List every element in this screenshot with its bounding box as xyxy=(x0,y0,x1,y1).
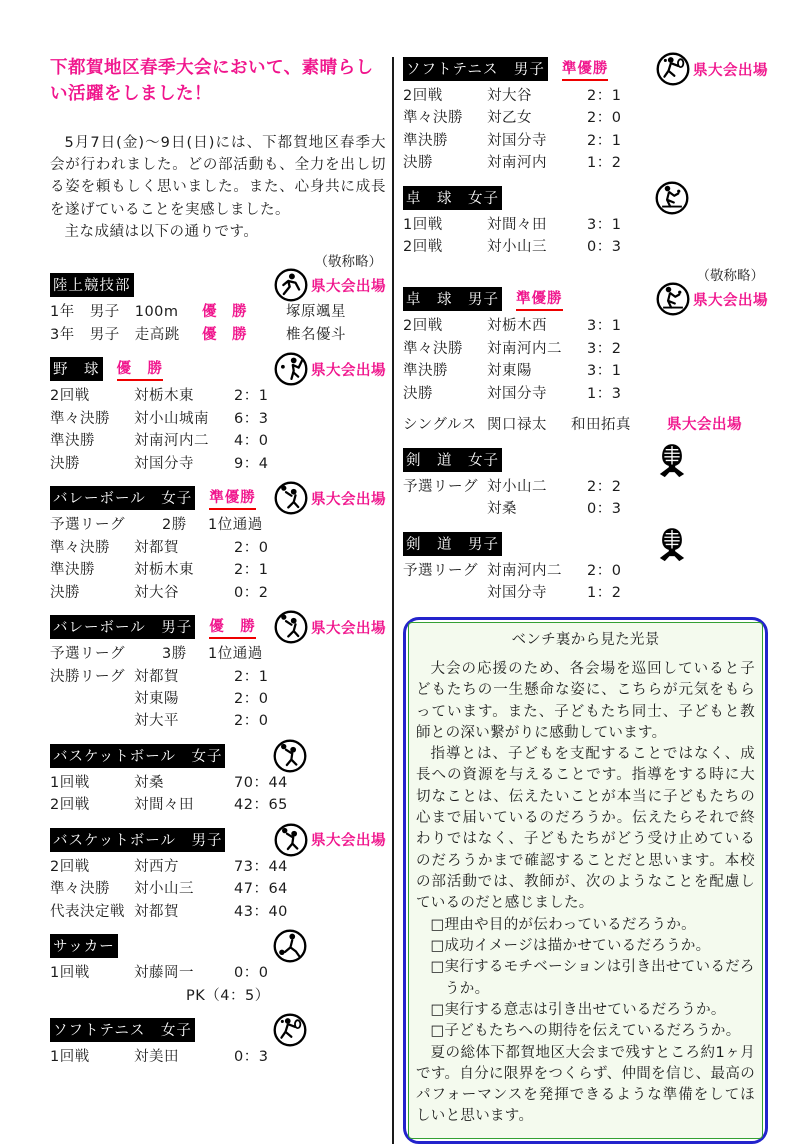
section-volleyball-girls xyxy=(50,484,386,604)
section-kendo-girls xyxy=(403,446,768,521)
section-track-and-field xyxy=(50,254,386,346)
result-cell: 優 勝 xyxy=(202,326,247,343)
prefecture-badge: 県大会出場 xyxy=(311,278,386,295)
section-title: 剣 道 女子 xyxy=(403,448,502,472)
score-cell: 43：40 xyxy=(234,903,288,920)
opponent-cell: 対都賀 xyxy=(134,903,179,920)
section-title: 剣 道 男子 xyxy=(403,532,502,556)
section-kendo-boys xyxy=(403,530,768,605)
result-row xyxy=(50,856,386,878)
round-cell: 準々決勝 xyxy=(50,881,110,898)
checklist-item: □理由や目的が伝わっているだろうか。 xyxy=(430,916,696,933)
opponent-cell: 対栃木西 xyxy=(487,318,547,335)
result-row xyxy=(50,385,386,407)
section-title: バレーボール 女子 xyxy=(50,486,195,510)
round-cell: 準々決勝 xyxy=(50,410,110,427)
standing-cell: 1位通過 xyxy=(208,646,263,663)
prefecture-badge: 県大会出場 xyxy=(311,620,386,637)
score-cell: 0：3 xyxy=(587,239,622,256)
round-cell: 準決勝 xyxy=(403,363,448,380)
section-header-row xyxy=(403,446,768,474)
section-header-row xyxy=(403,530,768,558)
opponent-cell: 対南河内二 xyxy=(487,340,562,357)
round-cell xyxy=(50,710,134,732)
prefecture-badge: 県大会出場 xyxy=(311,362,386,379)
round-cell: 決勝 xyxy=(403,155,433,172)
round-cell: 代表決定戦 xyxy=(50,903,125,920)
result-row xyxy=(403,214,768,236)
round-cell: 1回戦 xyxy=(50,965,90,982)
bench-report-inner xyxy=(408,622,763,1139)
score-cell: 0：3 xyxy=(587,501,622,518)
honorific-note: （敬称略） xyxy=(696,267,764,284)
score-cell: 2：0 xyxy=(234,539,269,556)
section-volleyball-boys xyxy=(50,613,386,733)
result-cell: 優 勝 xyxy=(202,304,247,321)
tennis-icon xyxy=(272,1012,308,1048)
opponent-cell: 対栃木東 xyxy=(134,388,194,405)
round-cell: 1回戦 xyxy=(403,216,443,233)
result-row xyxy=(403,360,768,382)
wins-cell: 3勝 xyxy=(162,646,187,663)
result-row xyxy=(50,301,386,323)
note-cell: PK（4：5） xyxy=(186,987,270,1004)
result-row xyxy=(50,878,386,900)
round-cell: 決勝 xyxy=(403,385,433,402)
opponent-cell: 対国分寺 xyxy=(134,455,194,472)
section-header-row xyxy=(50,742,386,770)
standing-cell: 1位通過 xyxy=(208,517,263,534)
volleyball-icon xyxy=(273,609,309,645)
section-header-row xyxy=(50,932,386,960)
event-cell: 3年 男子 走高跳 xyxy=(50,326,180,343)
result-label: 優 勝 xyxy=(209,615,256,639)
prefecture-badge: 県大会出場 xyxy=(693,292,768,309)
intro-paragraph-1: 5月7日(金)～9日(日)には、下都賀地区春季大会が行われました。どの部活動も、全力を出し切る姿を頼もしく思いました。また、心身共に成長を遂げていることを実感しました。 xyxy=(50,134,386,218)
section-header-row xyxy=(50,826,386,854)
section-basketball-girls xyxy=(50,742,386,817)
result-row xyxy=(50,1046,386,1068)
section-title: バレーボール 男子 xyxy=(50,615,195,639)
section-title: 卓 球 女子 xyxy=(403,186,502,210)
bench-paragraph-2: 指導とは、子どもを支配することではなく、成長への資源を与えることです。指導をする時に大切なことは、伝えたいことが本当に子どもたちの心まで届いているのだろうか。伝えたらそれで終わりではなく、子どもたちがどう受け止めているのだろうかまで確認することだと思います。本校の部活動では、教師が、次のようなことを配慮しているのだと感じました。 xyxy=(416,746,755,912)
score-cell: 73：44 xyxy=(234,858,288,875)
result-row xyxy=(403,338,768,360)
bench-paragraph-3: 夏の総体下都賀地区大会まで残すところ約1ヶ月です。自分に限界をつくらず、仲間を信じ、最高のパフォーマンスを発揮できるような準備をしてほしいと思います。 xyxy=(416,1044,755,1125)
opponent-cell: 対間々田 xyxy=(134,797,194,814)
athlete-name-cell: 椎名優斗 xyxy=(286,326,346,343)
result-label: 準優勝 xyxy=(562,57,609,81)
round-cell: 2回戦 xyxy=(50,797,90,814)
opponent-cell: 対藤岡一 xyxy=(134,965,194,982)
opponent-cell: 対美田 xyxy=(134,1049,179,1066)
opponent-cell: 対乙女 xyxy=(487,110,532,127)
tabletennis-icon xyxy=(654,180,690,216)
section-header-row xyxy=(50,613,386,641)
score-cell: 0：0 xyxy=(234,965,269,982)
score-cell: 2：1 xyxy=(234,668,269,685)
opponent-cell: 対栃木東 xyxy=(134,562,194,579)
intro-text xyxy=(50,132,386,244)
result-row xyxy=(403,315,768,337)
score-cell: 0：2 xyxy=(234,584,269,601)
opponent-cell: 対小山城南 xyxy=(134,410,209,427)
result-row xyxy=(50,794,386,816)
result-row xyxy=(403,85,768,107)
wins-cell: 2勝 xyxy=(162,517,187,534)
round-cell: 決勝リーグ xyxy=(50,668,125,685)
section-softtennis-boys xyxy=(403,55,768,175)
score-cell: 2：0 xyxy=(587,562,622,579)
round-cell: 予選リーグ xyxy=(403,478,478,495)
result-row xyxy=(403,152,768,174)
round-cell: 1回戦 xyxy=(50,1049,90,1066)
score-cell: 2：1 xyxy=(234,562,269,579)
bench-box-title: ベンチ裏から見た光景 xyxy=(511,631,660,648)
section-title: ソフトテニス 男子 xyxy=(403,57,548,81)
kendo-icon xyxy=(654,526,690,562)
round-cell: 準決勝 xyxy=(50,433,95,450)
round-cell: 2回戦 xyxy=(403,318,443,335)
right-results-sections xyxy=(403,55,768,605)
bench-report-box xyxy=(403,617,768,1144)
section-basketball-boys xyxy=(50,826,386,923)
result-label: 準優勝 xyxy=(516,287,563,311)
score-cell: 42：65 xyxy=(234,797,288,814)
section-softtennis-girls xyxy=(50,1016,386,1068)
basketball-icon xyxy=(272,738,308,774)
opponent-cell: 対大谷 xyxy=(134,584,179,601)
right-column xyxy=(394,55,768,1144)
result-row xyxy=(50,408,386,430)
score-cell: 2：0 xyxy=(587,110,622,127)
player-name-cell: 関口禄太 xyxy=(487,417,547,434)
section-tabletennis-boys xyxy=(403,268,768,405)
soccer-icon xyxy=(272,928,308,964)
result-row xyxy=(50,772,386,794)
result-row xyxy=(403,414,768,436)
result-row xyxy=(403,560,768,582)
result-row xyxy=(50,324,386,346)
round-cell xyxy=(403,582,487,604)
score-cell: 9：4 xyxy=(234,455,269,472)
section-tabletennis-girls xyxy=(403,184,768,259)
result-label: 優 勝 xyxy=(117,357,164,381)
opponent-cell: 対桑 xyxy=(487,501,517,518)
result-row xyxy=(50,582,386,604)
section-header-row xyxy=(403,55,768,83)
round-cell: 2回戦 xyxy=(403,239,443,256)
prefecture-badge: 県大会出場 xyxy=(311,833,386,850)
score-cell: 4：0 xyxy=(234,433,269,450)
section-header-row xyxy=(50,271,386,299)
result-row xyxy=(50,537,386,559)
bench-checklist xyxy=(416,915,755,1043)
opponent-cell: 対東陽 xyxy=(134,691,179,708)
result-row xyxy=(50,688,386,710)
two-column-layout xyxy=(50,55,768,1144)
opponent-cell: 対国分寺 xyxy=(487,132,547,149)
round-cell xyxy=(403,498,487,520)
round-cell: 準決勝 xyxy=(50,562,95,579)
bench-paragraph-1: 大会の応援のため、各会場を巡回していると子どもたちの一生懸命な姿に、こちらが元気をもらっています。また、子どもたち同士、子どもと教師との深い繋がりに感動しています。 xyxy=(416,660,755,741)
opponent-cell: 対小山三 xyxy=(134,881,194,898)
checklist-item: □成功イメージは描かせているだろうか。 xyxy=(430,937,711,954)
section-header-row xyxy=(403,285,768,313)
opponent-cell: 対南河内二 xyxy=(134,433,209,450)
section-soccer xyxy=(50,932,386,1007)
result-row xyxy=(50,430,386,452)
section-tabletennis-singles xyxy=(403,414,768,436)
opponent-cell: 対小山二 xyxy=(487,478,547,495)
result-row xyxy=(50,514,386,536)
score-cell: 2：1 xyxy=(234,388,269,405)
section-title: バスケットボール 女子 xyxy=(50,744,225,768)
score-cell: 6：3 xyxy=(234,410,269,427)
opponent-cell: 対都賀 xyxy=(134,539,179,556)
section-header-row xyxy=(50,484,386,512)
section-title: ソフトテニス 女子 xyxy=(50,1018,195,1042)
left-column xyxy=(50,55,392,1144)
result-row xyxy=(50,985,386,1007)
score-cell: 0：3 xyxy=(234,1049,269,1066)
opponent-cell: 対南河内二 xyxy=(487,562,562,579)
checklist-item: □実行する意志は引き出せているだろうか。 xyxy=(430,1001,726,1018)
opponent-cell: 対都賀 xyxy=(134,668,179,685)
result-row xyxy=(403,498,768,520)
opponent-cell: 対東陽 xyxy=(487,363,532,380)
round-cell: 決勝 xyxy=(50,584,80,601)
score-cell: 1：3 xyxy=(587,385,622,402)
prefecture-badge: 県大会出場 xyxy=(667,417,742,434)
event-cell: 1年 男子 100m xyxy=(50,304,179,321)
opponent-cell: 対大谷 xyxy=(487,88,532,104)
result-row xyxy=(50,901,386,923)
result-row xyxy=(403,107,768,129)
score-cell: 2：2 xyxy=(587,478,622,495)
baseball-icon xyxy=(273,351,309,387)
score-cell: 2：1 xyxy=(587,88,622,104)
section-header-row xyxy=(50,355,386,383)
intro-paragraph-2: 主な成績は以下の通りです。 xyxy=(64,224,259,241)
runner-icon xyxy=(273,267,309,303)
result-row xyxy=(403,582,768,604)
result-row xyxy=(50,643,386,665)
page-title: 下都賀地区春季大会において、素晴らしい活躍をしました！ xyxy=(50,58,374,105)
score-cell: 2：0 xyxy=(234,691,269,708)
athlete-name-cell: 塚原颯星 xyxy=(286,304,346,321)
player-name-cell: 和田拓真 xyxy=(571,417,631,434)
opponent-cell: 対西方 xyxy=(134,858,179,875)
round-cell: 予選リーグ xyxy=(403,562,478,579)
opponent-cell: 対桑 xyxy=(134,774,164,791)
score-cell: 3：1 xyxy=(587,318,622,335)
round-cell xyxy=(50,688,134,710)
score-cell: 3：1 xyxy=(587,216,622,233)
round-cell: 2回戦 xyxy=(50,858,90,875)
opponent-cell: 対小山三 xyxy=(487,239,547,256)
score-cell: 2：0 xyxy=(234,713,269,730)
section-title: 卓 球 男子 xyxy=(403,287,502,311)
round-cell: 予選リーグ xyxy=(50,646,125,663)
section-title: バスケットボール 男子 xyxy=(50,828,225,852)
prefecture-badge: 県大会出場 xyxy=(693,62,768,79)
honorific-note: （敬称略） xyxy=(314,253,382,270)
score-cell: 3：2 xyxy=(587,340,622,357)
score-cell: 47：64 xyxy=(234,881,288,898)
round-cell: 準決勝 xyxy=(403,132,448,149)
result-row xyxy=(50,559,386,581)
result-label: 準優勝 xyxy=(209,486,256,510)
basketball-icon xyxy=(273,822,309,858)
volleyball-icon xyxy=(273,480,309,516)
round-cell: 1回戦 xyxy=(50,774,90,791)
prefecture-badge: 県大会出場 xyxy=(311,491,386,508)
round-cell: 準々決勝 xyxy=(403,340,463,357)
round-cell: 決勝 xyxy=(50,455,80,472)
tabletennis-icon xyxy=(655,281,691,317)
score-cell: 3：1 xyxy=(587,363,622,380)
checklist-item: □実行するモチベーションは引き出せているだろうか。 xyxy=(430,959,755,997)
round-cell: 準々決勝 xyxy=(403,110,463,127)
opponent-cell: 対間々田 xyxy=(487,216,547,233)
tennis-icon xyxy=(655,51,691,87)
section-title: サッカー xyxy=(50,934,118,958)
result-row xyxy=(50,962,386,984)
left-results-sections xyxy=(50,254,386,1069)
opponent-cell: 対南河内 xyxy=(487,155,547,172)
section-title: 陸上競技部 xyxy=(50,273,134,297)
opponent-cell: 対大平 xyxy=(134,713,179,730)
score-cell: 1：2 xyxy=(587,155,622,172)
score-cell: 70：44 xyxy=(234,774,288,791)
result-row xyxy=(50,453,386,475)
opponent-cell: 対国分寺 xyxy=(487,385,547,402)
section-title: 野 球 xyxy=(50,357,103,381)
checklist-item: □子どもたちへの期待を伝えているだろうか。 xyxy=(430,1023,741,1040)
result-row xyxy=(403,476,768,498)
round-cell: 準々決勝 xyxy=(50,539,110,556)
round-cell: 2回戦 xyxy=(50,388,90,405)
kendo-icon xyxy=(654,442,690,478)
result-row xyxy=(403,383,768,405)
result-row xyxy=(50,710,386,732)
event-cell: シングルス xyxy=(403,417,477,434)
section-header-row xyxy=(50,1016,386,1044)
section-baseball xyxy=(50,355,386,475)
result-row xyxy=(403,236,768,258)
opponent-cell: 対国分寺 xyxy=(487,585,547,602)
result-row xyxy=(403,130,768,152)
round-cell: 予選リーグ xyxy=(50,517,125,534)
score-cell: 1：2 xyxy=(587,585,622,602)
round-cell: 2回戦 xyxy=(403,88,443,104)
score-cell: 2：1 xyxy=(587,132,622,149)
result-row xyxy=(50,666,386,688)
section-header-row xyxy=(403,184,768,212)
